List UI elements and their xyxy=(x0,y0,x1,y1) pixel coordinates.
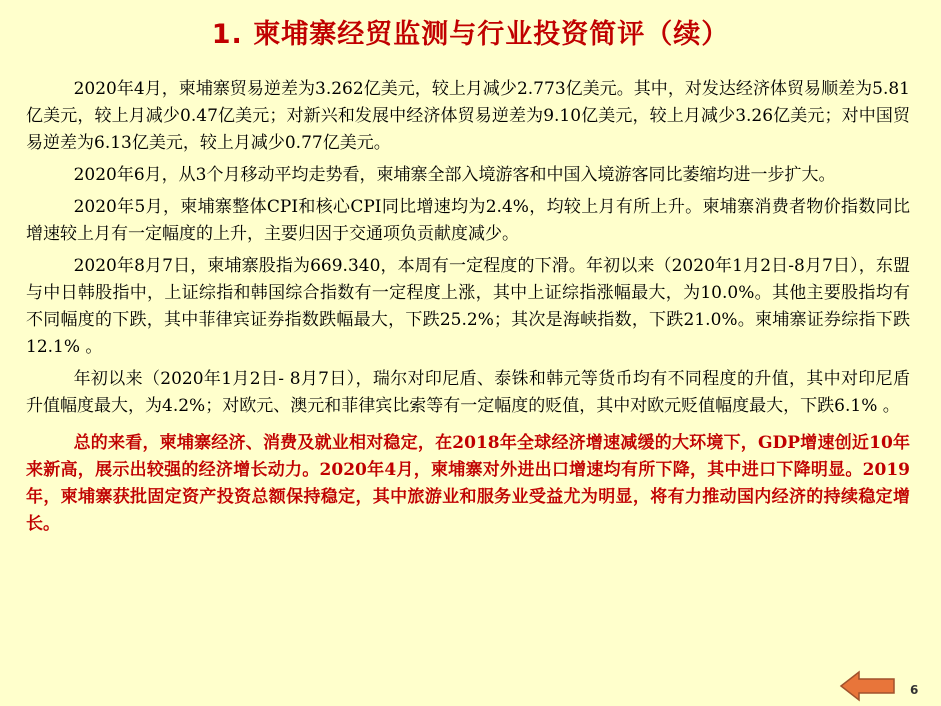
slide-content xyxy=(26,76,910,543)
paragraph-tourism: 2020年6月，从3个月移动平均走势看，柬埔寨全部入境游客和中国入境游客同比萎缩均进一步扩大。 xyxy=(73,165,836,185)
page-number: 6 xyxy=(910,683,919,697)
paragraph-exchange-rate: 年初以来（2020年1月2日- 8月7日），瑞尔对印尼盾、泰铢和韩元等货币均有不同程度的升值，其中对印尼盾升值幅度最大，为4.2%；对欧元、澳元和菲律宾比索等有一定幅度的贬值，其中对欧元贬值幅度最大，下跌6.1% 。 xyxy=(26,369,910,416)
paragraph-stock-index: 2020年8月7日，柬埔寨股指为669.340，本周有一定程度的下滑。年初以来（2020年1月2日-8月7日），东盟与中日韩股指中，上证综指和韩国综合指数有一定程度上涨，其中上证综指涨幅最大，为10.0%。其他主要股指均有不同幅度的下跌，其中菲律宾证券指数跌幅最大，下跌25.2%；其次是海峡指数，下跌21.0%。柬埔寨证券综指下跌12.1% 。 xyxy=(26,256,910,357)
paragraph-summary: 总的来看，柬埔寨经济、消费及就业相对稳定，在2018年全球经济增速减缓的大环境下，GDP增速创近10年来新高，展示出较强的经济增长动力。2020年4月，柬埔寨对外进出口增速均有所下降，其中进口下降明显。2019年，柬埔寨获批固定资产投资总额保持稳定，其中旅游业和服务业受益尤为明显，将有力推动国内经济的持续稳定增长。 xyxy=(26,433,910,534)
paragraph-trade-balance: 2020年4月，柬埔寨贸易逆差为3.262亿美元，较上月减少2.773亿美元。其中，对发达经济体贸易顺差为5.81亿美元，较上月减少0.47亿美元；对新兴和发展中经济体贸易逆差为9.10亿美元，较上月减少3.26亿美元；对中国贸易逆差为6.13亿美元，较上月减少0.77亿美元。 xyxy=(26,79,910,153)
slide-title: 1. 柬埔寨经贸监测与行业投资简评（续） xyxy=(211,19,730,50)
back-arrow-button[interactable] xyxy=(839,670,897,702)
paragraph-cpi: 2020年5月，柬埔寨整体CPI和核心CPI同比增速均为2.4%，均较上月有所上升。柬埔寨消费者物价指数同比增速较上月有一定幅度的上升，主要归因于交通项负贡献度减少。 xyxy=(26,197,910,244)
back-arrow-icon xyxy=(839,670,897,702)
